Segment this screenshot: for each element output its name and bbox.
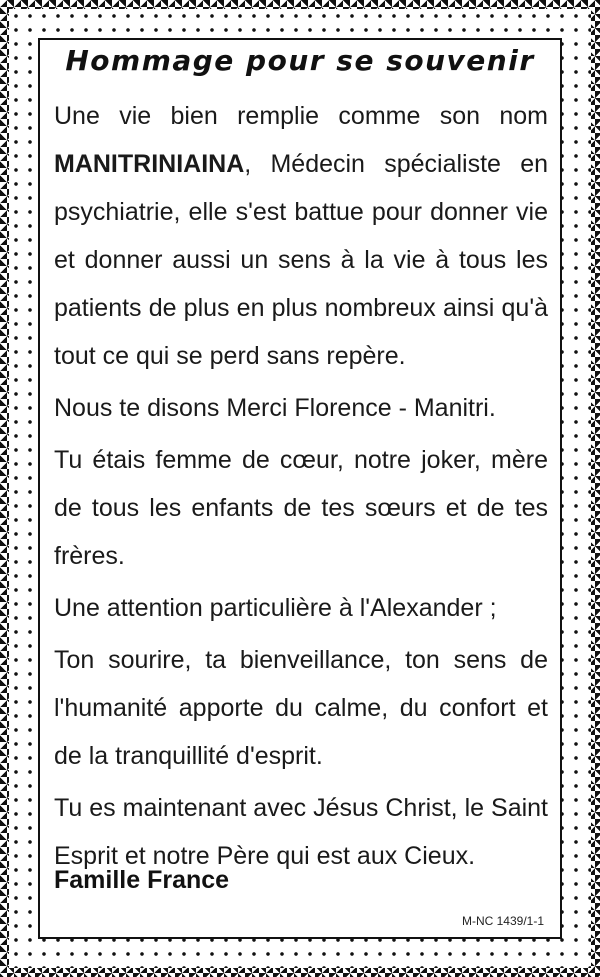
memorial-notice	[38, 38, 562, 939]
deceased-name: MANITRINIAINA	[54, 150, 245, 178]
paragraph-smile: Ton sourire, ta bienveillance, ton sens de l'humanité apporte du calme, du confort et de la tranquillité d'esprit.	[54, 646, 548, 770]
paragraph-thanks: Nous te disons Merci Florence - Manitri.	[54, 394, 496, 422]
notice-title: Hommage pour se souvenir	[65, 44, 535, 77]
paragraph-intro	[54, 92, 548, 380]
reference-code: M-NC 1439/1-1	[461, 914, 544, 928]
paragraph-faith: Tu es maintenant avec Jésus Christ, le Saint Esprit et notre Père qui est aux Cieux.	[54, 794, 548, 870]
notice-body	[54, 92, 548, 884]
intro-text: Une vie bien remplie comme son nom	[54, 102, 548, 130]
paragraph-heart: Tu étais femme de cœur, notre joker, mère de tous les enfants de tes sœurs et de tes frères.	[54, 446, 548, 570]
intro-rest: , Médecin spécialiste en psychiatrie, elle s'est battue pour donner vie et donner aussi un sens à la vie à tous les patients de plus en plus nombreux ainsi qu'à tout ce qui se perd sans repère.	[54, 150, 548, 370]
paragraph-attention: Une attention particulière à l'Alexander ;	[54, 594, 497, 622]
signature: Famille France	[54, 866, 230, 894]
